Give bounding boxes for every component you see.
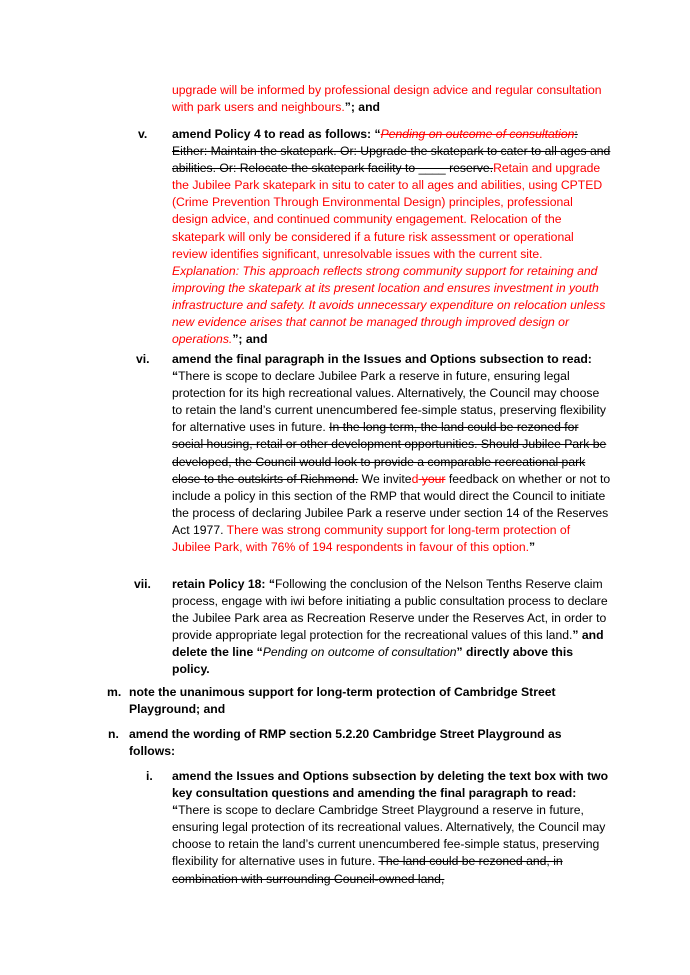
instruction-text: retain Policy 18: “	[172, 577, 275, 591]
instruction-text: ” directly above this policy.	[172, 645, 574, 677]
deleted-text: In the long term, the land could be rezoned for social housing, retail or other development opportunities. Should Jubilee Park be developed, the Council would look to provide a comparable recreational park close to the outskirts of Richmond.	[172, 420, 607, 486]
inserted-explanation: Explanation: This approach reflects strong community support for retaining and improving the skatepark at its present location and ensures investment in youth infrastructure and safety. It avoids unnecessary expenditure on relocation unless new evidence arises that cannot be managed through improved design or operations.	[172, 263, 606, 347]
quoted-text: There is scope to declare Cambridge Street Playground a reserve in future, ensuring legal protection of its recreational values. Alternatively, the Council may choose to retain the land’s current unencumbered fee-simple status, preserving flexibility for alternative uses in future.	[172, 803, 606, 869]
item-number-vii: vii.	[134, 577, 151, 591]
instruction-text: amend Policy 4 to read as follows: “	[172, 127, 381, 141]
item-number-vi: vi.	[136, 352, 150, 366]
quoted-text: We invite	[358, 471, 412, 486]
quoted-text: There is scope to declare Jubilee Park a reserve in future, ensuring legal protection for its high recreational values. Alternatively, the Council may choose to retain the land’s current unencumbered fee-simple status, preserving flexibility for alternative uses in future.	[172, 369, 607, 435]
inserted-text: upgrade will be informed by professional design advice and regular consultation with park users and neighbours.	[172, 83, 602, 115]
item-i-amend-issues-options	[172, 768, 612, 888]
item-number-m: m.	[107, 685, 122, 699]
bold-text: ”; and	[344, 100, 380, 115]
deleted-text: : Either: Maintain the skatepark. Or: Upgrade the skatepark to cater to all ages and abilities. Or: Relocate the skatepark facility to ____ reserve.	[172, 127, 611, 176]
item-number-n: n.	[108, 727, 119, 741]
instruction-text: ” and delete the line “	[172, 628, 604, 660]
item-number-i: i.	[146, 769, 153, 783]
bold-text: ”; and	[232, 332, 268, 347]
item-m-note-support: note the unanimous support for long-term protection of Cambridge Street Playground; and	[129, 685, 556, 717]
deleted-text: The land could be rezoned and, in combination with surrounding Council-owned land,	[172, 854, 563, 886]
instruction-text: amend the final paragraph in the Issues and Options subsection to read: “	[172, 352, 592, 384]
item-vii-retain-policy-18	[172, 576, 612, 679]
italic-text: Pending on outcome of consultation	[262, 645, 457, 660]
quoted-text: feedback on whether or not to include a policy in this section of the RMP that would direct the Council to initiate the process of declaring Jubilee Park a reserve under section 14 of the Reserves Act 1977.	[172, 471, 611, 537]
instruction-text: amend the Issues and Options subsection by deleting the text box with two key consultation questions and amending the final paragraph to read: “	[172, 769, 609, 818]
quoted-text: Following the conclusion of the Nelson Tenths Reserve claim process, engage with iwi before initiating a public consultation process to declare the Jubilee Park area as Recreation Reserve under the Reserves Act, in order to provide appropriate legal protection for the recreational values of this land.	[172, 577, 608, 643]
inserted-text: d	[411, 471, 419, 486]
inserted-text: Retain and upgrade the Jubilee Park skatepark in situ to cater to all ages and abilities, using CPTED (Crime Prevention Through Environmental Design) principles, professional design advice, and continued community engagement. Relocation of the skatepark will only be considered if a future risk assessment or operational review identifies significant, unresolvable issues with the current site.	[172, 161, 603, 261]
inserted-text: There was strong community support for long-term protection of Jubilee Park, with 76% of 194 respondents in favour of this option.	[172, 522, 571, 555]
bold-text: ”	[529, 540, 536, 555]
deleted-text: your	[418, 471, 446, 486]
item-n-amend-section: amend the wording of RMP section 5.2.20 Cambridge Street Playground as follows:	[129, 727, 562, 759]
deleted-text: Pending on outcome of consultation	[380, 127, 575, 141]
item-v-amend-policy-4	[172, 126, 612, 348]
continuation-paragraph	[172, 82, 612, 116]
item-number-v: v.	[138, 127, 148, 141]
item-vi-amend-final-paragraph	[172, 351, 612, 556]
